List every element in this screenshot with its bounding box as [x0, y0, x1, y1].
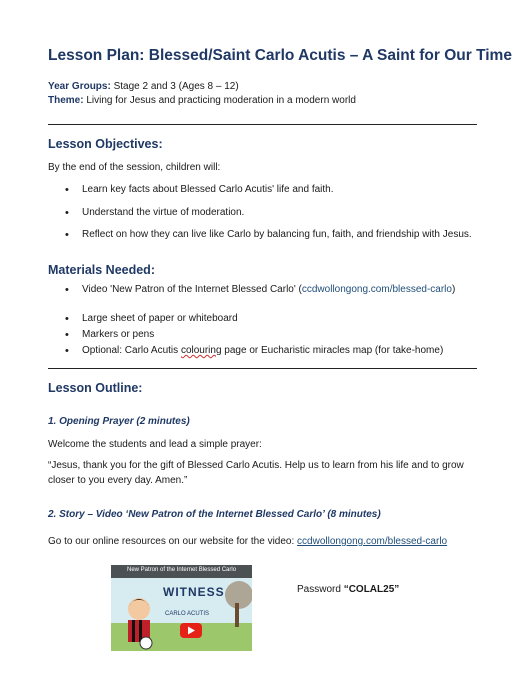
year-groups-line	[48, 81, 239, 92]
objectives-heading: Lesson Objectives:	[48, 137, 163, 151]
play-icon[interactable]	[180, 623, 202, 638]
materials-heading: Materials Needed:	[48, 263, 155, 277]
theme-label: Theme:	[48, 95, 84, 106]
material-item	[82, 344, 478, 358]
video-line1: WITNESS	[163, 585, 225, 599]
material-text: Video 'New Patron of the Internet Blessed Carlo' (	[82, 284, 302, 295]
video-line2: CARLO ACUTIS	[165, 611, 210, 617]
material-item	[82, 283, 478, 297]
year-groups-value: Stage 2 and 3 (Ages 8 – 12)	[110, 81, 239, 92]
video-title: New Patron of the Internet Blessed Carlo	[127, 567, 237, 573]
divider	[48, 368, 477, 369]
objective-item: • Reflect on how they can live like Carlo by balancing fun, faith, and friendship with Jesus.	[82, 228, 478, 242]
step2-heading: 2. Story – Video ‘New Patron of the Internet Blessed Carlo’ (8 minutes)	[48, 509, 381, 520]
material-text: Optional: Carlo Acutis	[82, 345, 181, 356]
blessed-carlo-link[interactable]: ccdwollongong.com/blessed-carlo	[301, 284, 452, 295]
material-item: • Large sheet of paper or whiteboard	[82, 312, 478, 326]
material-text: page or Eucharistic miracles map (for take-home)	[221, 345, 444, 356]
password-label: Password	[297, 584, 344, 595]
step1-text: Welcome the students and lead a simple prayer:	[48, 439, 262, 450]
objective-item: • Learn key facts about Blessed Carlo Acutis' life and faith.	[82, 183, 478, 197]
divider	[48, 124, 477, 125]
theme-line	[48, 95, 356, 106]
page-title: Lesson Plan: Blessed/Saint Carlo Acutis – A Saint for Our Time	[48, 47, 512, 64]
video-thumbnail[interactable]	[111, 565, 252, 651]
material-text: )	[451, 284, 456, 295]
password-line	[297, 584, 399, 595]
password-value: “COLAL25”	[343, 584, 400, 595]
step2-text	[48, 534, 478, 549]
step2-intro: Go to our online resources on our website for the video:	[48, 536, 298, 547]
outline-heading: Lesson Outline:	[48, 381, 143, 395]
objective-item: • Understand the virtue of moderation.	[82, 206, 478, 220]
material-item: • Markers or pens	[82, 328, 478, 342]
year-groups-label: Year Groups:	[48, 81, 111, 92]
spelling-flagged-word: colouring	[180, 345, 222, 356]
video-link[interactable]: ccdwollongong.com/blessed-carlo	[297, 536, 448, 547]
objectives-intro: By the end of the session, children will:	[48, 162, 221, 173]
step1-heading: 1. Opening Prayer (2 minutes)	[48, 416, 190, 427]
theme-value: Living for Jesus and practicing moderation in a modern world	[83, 95, 356, 106]
opening-prayer: “Jesus, thank you for the gift of Blessed Carlo Acutis. Help us to learn from his life and to grow closer to you every day. Amen.”	[48, 460, 464, 486]
